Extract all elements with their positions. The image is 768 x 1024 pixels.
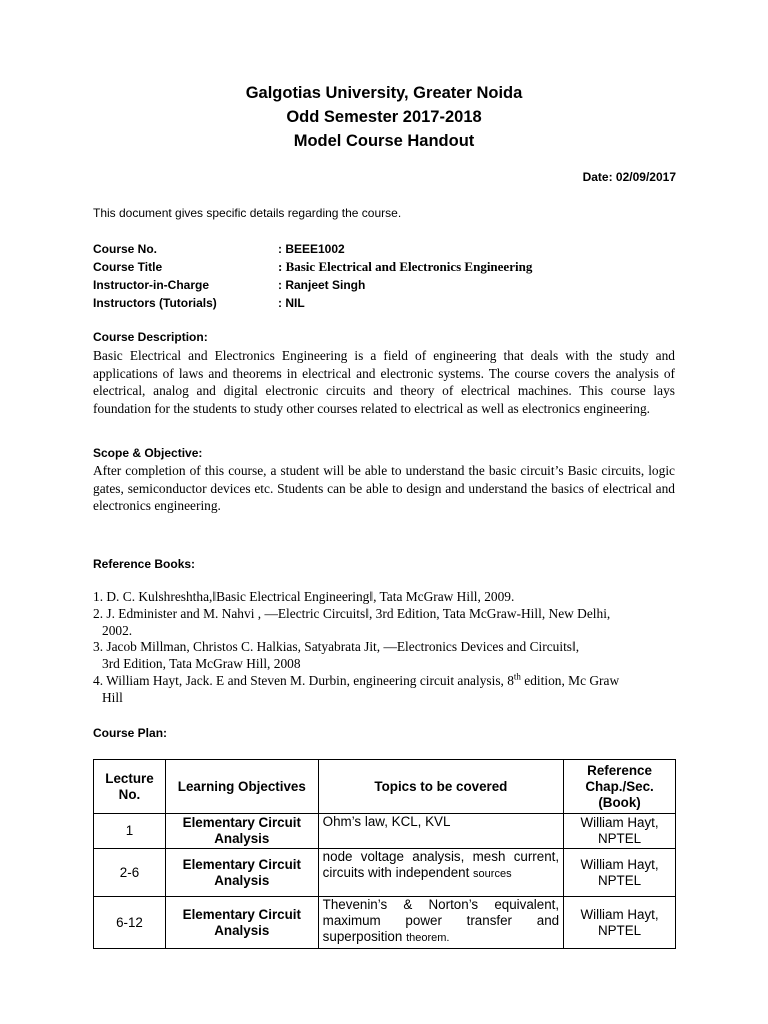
- objective-cell: Elementary Circuit Analysis: [165, 849, 318, 897]
- reference-cell: William Hayt, NPTEL: [564, 814, 676, 849]
- topic-cell: [318, 849, 563, 897]
- reference-item: [93, 673, 678, 690]
- course-description-text: Basic Electrical and Electronics Engineering is a field of engineering that deals with the study and applications of laws and theorems in electrical and electronic systems. The course covers the analysis of electrical, analog and digital electronic circuits and theory of electrical machines. This course lays foundation for the students to study other courses related to electrical as well as electronics engineering.: [93, 348, 675, 416]
- scope-heading: Scope & Objective:: [93, 446, 203, 460]
- semester-title: Odd Semester 2017-2018: [286, 108, 482, 126]
- course-info-row: [93, 276, 532, 294]
- table-header-row: [94, 760, 676, 814]
- reference-cell: William Hayt, NPTEL: [564, 849, 676, 897]
- lecture-cell: 1: [94, 814, 166, 849]
- course-description-heading: Course Description:: [93, 330, 208, 344]
- lecture-cell: 6-12: [94, 897, 166, 949]
- topic-text: node voltage analysis, mesh current, circuits with independent: [322, 849, 560, 880]
- reference-item: 2. J. Edminister and M. Nahvi , ―Electric Circuits‖, 3rd Edition, Tata McGraw-Hill, New Delhi,: [93, 605, 611, 621]
- table-row: [94, 897, 676, 949]
- course-info-value: : Ranjeet Singh: [278, 278, 366, 292]
- column-header-reference: Reference Chap./Sec. (Book): [564, 760, 676, 814]
- reference-item-continued: 2002.: [102, 622, 133, 638]
- date-line: Date: 02/09/2017: [582, 170, 676, 184]
- topic-cell: [318, 897, 563, 949]
- document-title: Model Course Handout: [293, 132, 475, 150]
- course-info-value: : Basic Electrical and Electronics Engineering: [278, 259, 533, 274]
- course-info-row: [93, 258, 532, 276]
- course-info: [93, 240, 532, 312]
- topic-text-small: sources: [473, 868, 512, 880]
- intro-text: This document gives specific details regarding the course.: [93, 206, 402, 220]
- reference-text: edition, Mc Graw: [520, 672, 620, 688]
- topic-text-small: theorem.: [406, 932, 450, 944]
- course-info-label: Instructors (Tutorials): [93, 296, 217, 310]
- column-header-objectives: Learning Objectives: [165, 760, 318, 814]
- reference-superscript: th: [513, 671, 521, 682]
- course-info-value: : BEEE1002: [278, 242, 345, 256]
- topic-cell: [318, 814, 563, 849]
- course-info-value: : NIL: [278, 296, 305, 310]
- table-row: [94, 814, 676, 849]
- scope-text: After completion of this course, a student will be able to understand the basic circuit’s Basic circuits, logic gates, semiconductor devices etc. Students can be able to design and understand the basics of electrical and electronics engineering.: [93, 463, 675, 514]
- table-row: [94, 849, 676, 897]
- course-plan-heading: Course Plan:: [93, 726, 168, 740]
- course-info-label: Course No.: [93, 242, 158, 256]
- course-plan-table: [93, 759, 676, 949]
- reference-item: 1. D. C. Kulshreshtha,‖Basic Electrical Engineering‖, Tata McGraw Hill, 2009.: [93, 589, 515, 604]
- reference-text: 4. William Hayt, Jack. E and Steven M. Durbin, engineering circuit analysis, 8: [93, 672, 514, 688]
- course-info-label: Instructor-in-Charge: [93, 278, 210, 292]
- topic-text: Thevenin’s & Norton’s equivalent, maximum power transfer and superposition: [322, 897, 560, 944]
- reference-item: 3. Jacob Millman, Christos C. Halkias, Satyabrata Jit, ―Electronics Devices and Circuits‖,: [93, 639, 580, 655]
- university-name: Galgotias University, Greater Noida: [245, 84, 523, 102]
- objective-cell: Elementary Circuit Analysis: [165, 814, 318, 849]
- topic-text: Ohm’s law, KCL, KVL: [322, 814, 451, 829]
- column-header-lecture: Lecture No.: [94, 760, 166, 814]
- course-info-label: Course Title: [93, 260, 163, 274]
- objective-cell: Elementary Circuit Analysis: [165, 897, 318, 949]
- lecture-cell: 2-6: [94, 849, 166, 897]
- reference-item-continued: 3rd Edition, Tata McGraw Hill, 2008: [102, 656, 301, 672]
- column-header-topics: Topics to be covered: [318, 760, 563, 814]
- reference-books-heading: Reference Books:: [93, 557, 196, 571]
- reference-list: [93, 589, 678, 707]
- reference-cell: William Hayt, NPTEL: [564, 897, 676, 949]
- course-info-row: [93, 240, 532, 258]
- course-info-row: [93, 294, 532, 312]
- document-header: [0, 81, 768, 153]
- reference-item-continued: Hill: [102, 689, 123, 705]
